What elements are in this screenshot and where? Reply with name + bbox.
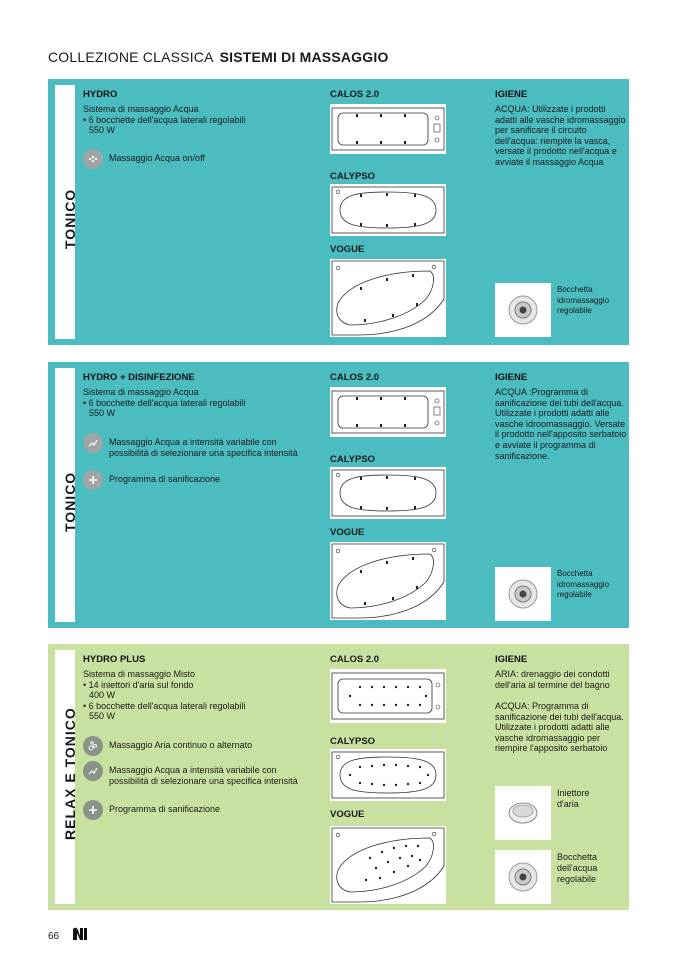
panel-tonico-hydro — [48, 79, 629, 345]
tub-title-calypso: CALYPSO — [330, 171, 376, 182]
igiene-text: ACQUA: Utilizzate i prodotti adatti alle vasche idromassaggio per sanificare il circuito dell'acqua: riempite la vasca, versate il prodotto nell'acqua e avviate il massaggio Acqua — [495, 104, 626, 167]
feature-text: Massaggio Acqua on/off — [109, 153, 205, 163]
side-label: RELAX E TONICO — [62, 707, 78, 840]
tub-title-vogue: VOGUE — [330, 244, 365, 255]
panel-tonico-hydro-disinfezione — [48, 362, 629, 628]
side-label: TONICO — [62, 471, 78, 532]
tub-title-vogue: VOGUE — [330, 809, 365, 820]
side-label: TONICO — [62, 188, 78, 249]
collection-name: COLLEZIONE CLASSICA — [48, 49, 214, 65]
page-header — [48, 49, 389, 65]
tub-image-calypso — [330, 184, 446, 236]
igiene-text: ACQUA :Programma di sanificazione dei tubi dell'acqua. Utilizzate i prodotti adatti alle vasche idroomassaggio. Versate il prodotto nell'apposito serbatoio e avviate il programma di sanificazione. — [495, 387, 627, 461]
feature-item — [83, 153, 304, 169]
tub-title-calos: CALOS 2.0 — [330, 372, 380, 383]
feature-item — [83, 765, 304, 786]
brand-logo-icon — [72, 927, 88, 941]
feature-item — [83, 437, 304, 458]
tub-image-vogue — [330, 826, 446, 904]
nozzle-image — [495, 567, 551, 621]
tub-image-calos — [330, 669, 446, 723]
tub-title-calos: CALOS 2.0 — [330, 654, 380, 665]
panel-relax-e-tonico-hydro-plus — [48, 644, 629, 910]
tub-image-calypso — [330, 749, 446, 801]
igiene-title: IGIENE — [495, 654, 528, 665]
igiene-text-aria: ARIA: drenaggio dei condotti dell'aria al termine del bagno — [495, 669, 610, 690]
system-description: Sistema di massaggio Misto • 14 iniettori d'aria sul fondo 400 W • 6 bocchette dell'acqua laterali regolabili 550 W — [83, 669, 246, 722]
feature-text: Massaggio Acqua a intensità variabile con possibilità di selezionare una specifica intensità — [109, 765, 298, 786]
tub-image-vogue — [330, 542, 446, 620]
air-injector-label: Iniettore d'aria — [557, 788, 590, 809]
nozzle-label: Bocchetta idromassaggio regolabile — [557, 569, 610, 599]
feature-item — [83, 740, 304, 756]
tub-image-calypso — [330, 467, 446, 519]
system-name: HYDRO PLUS — [83, 654, 146, 665]
tub-image-vogue — [330, 259, 446, 337]
page-number: 66 — [48, 931, 60, 942]
feature-text: Massaggio Aria continuo o alternato — [109, 740, 253, 750]
sanitize-plus-icon — [83, 470, 103, 490]
igiene-title: IGIENE — [495, 89, 528, 100]
igiene-title: IGIENE — [495, 372, 528, 383]
nozzle-image — [495, 850, 551, 904]
water-intensity-icon — [83, 433, 103, 453]
air-injector-image — [495, 786, 551, 840]
igiene-text-acqua: ACQUA: Programma di sanificazione dei tubi dell'acqua. Utilizzate i prodotti adatti alle vasche idromassaggio per riempire l'apposito serbatoio — [495, 701, 624, 754]
air-bubbles-icon — [83, 736, 103, 756]
tub-title-calos: CALOS 2.0 — [330, 89, 380, 100]
sanitize-plus-icon — [83, 800, 103, 820]
tub-title-calypso: CALYPSO — [330, 736, 376, 747]
system-description: Sistema di massaggio Acqua • 6 bocchette dell'acqua laterali regolabili 550 W — [83, 104, 246, 136]
tub-image-calos — [330, 104, 446, 154]
feature-text: Programma di sanificazione — [109, 804, 221, 814]
system-description: Sistema di massaggio Acqua • 6 bocchette dell'acqua laterali regolabili 550 W — [83, 387, 246, 419]
water-drops-icon — [83, 149, 103, 169]
tub-title-vogue: VOGUE — [330, 527, 365, 538]
system-name: HYDRO — [83, 89, 118, 100]
tub-title-calypso: CALYPSO — [330, 454, 376, 465]
system-name: HYDRO + DISINFEZIONE — [83, 372, 195, 383]
feature-item — [83, 474, 304, 490]
tub-image-calos — [330, 387, 446, 437]
page-title: SISTEMI DI MASSAGGIO — [219, 49, 389, 65]
feature-text: Massaggio Acqua a intensità variabile con possibilità di selezionare una specifica intensità — [109, 437, 298, 458]
feature-item — [83, 804, 304, 820]
water-intensity-icon — [83, 761, 103, 781]
feature-text: Programma di sanificazione — [109, 474, 221, 484]
nozzle-label: Bocchetta idromassaggio regolabile — [557, 285, 610, 315]
nozzle-image — [495, 283, 551, 337]
nozzle-label: Bocchetta dell'acqua regolabile — [557, 852, 598, 884]
